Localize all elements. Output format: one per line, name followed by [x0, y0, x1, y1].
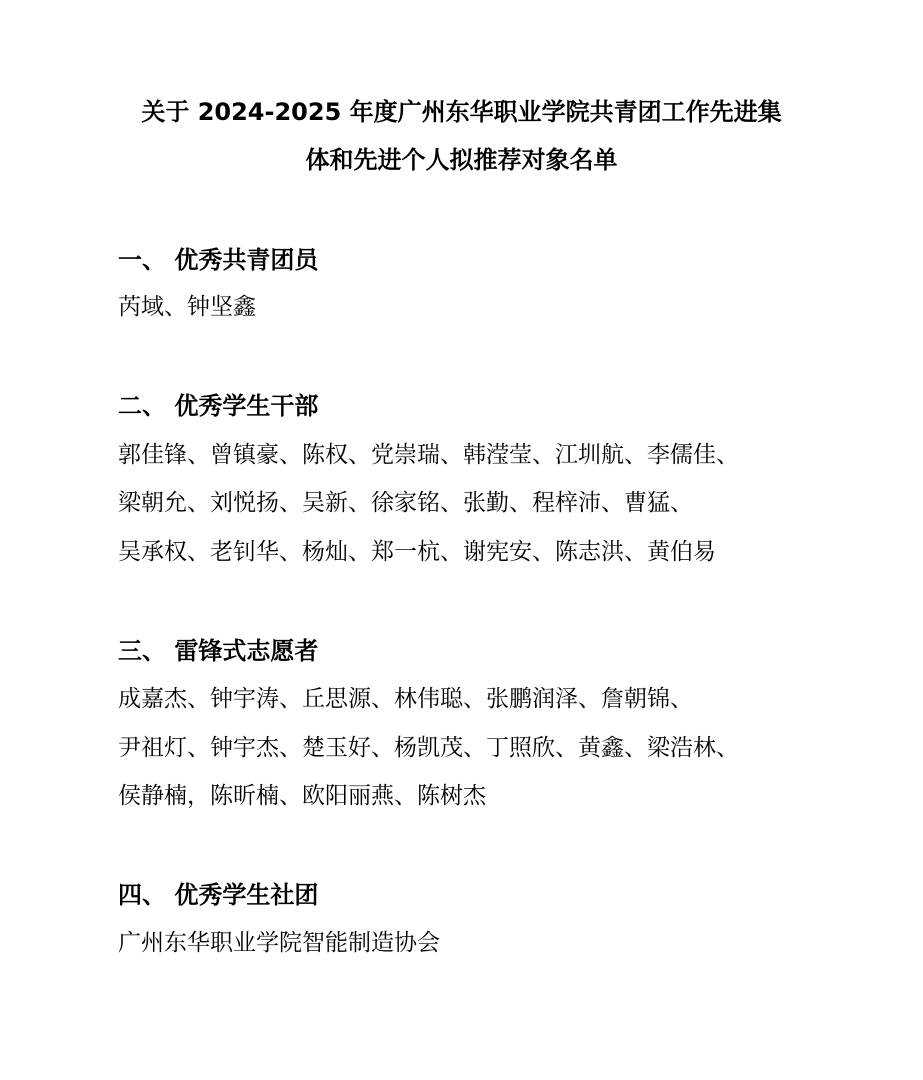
- name-list-line: 梁朝允、刘悦扬、吴新、徐家铭、张勤、程梓沛、曹猛、: [118, 490, 693, 516]
- section-heading-lei-feng-volunteers: 三、 雷锋式志愿者: [118, 637, 319, 665]
- name-list-line: 芮域、钟坚鑫: [118, 294, 256, 320]
- name-list-line: 侯静楠，陈昕楠、欧阳丽燕、陈树杰: [118, 783, 486, 809]
- section-heading-outstanding-student-clubs: 四、 优秀学生社团: [118, 881, 319, 909]
- name-list-line: 广州东华职业学院智能制造协会: [118, 930, 440, 956]
- section-heading-outstanding-league-members: 一、 优秀共青团员: [118, 246, 319, 274]
- name-list-line: 尹祖灯、钟宇杰、楚玉好、杨凯茂、丁照欣、黄鑫、梁浩林、: [118, 735, 739, 761]
- document-title-line-2: 体和先进个人拟推荐对象名单: [305, 146, 618, 174]
- document-title-line-1: 关于 2024-2025 年度广州东华职业学院共青团工作先进集: [141, 98, 782, 126]
- name-list-line: 郭佳锋、曾镇豪、陈权、党崇瑞、韩滢莹、江圳航、李儒佳、: [118, 442, 739, 468]
- section-heading-outstanding-student-cadres: 二、 优秀学生干部: [118, 392, 319, 420]
- name-list-line: 成嘉杰、钟宇涛、丘思源、林伟聪、张鹏润泽、詹朝锦、: [118, 686, 693, 712]
- name-list-line: 吴承权、老钊华、杨灿、郑一杭、谢宪安、陈志洪、黄伯易: [118, 539, 716, 565]
